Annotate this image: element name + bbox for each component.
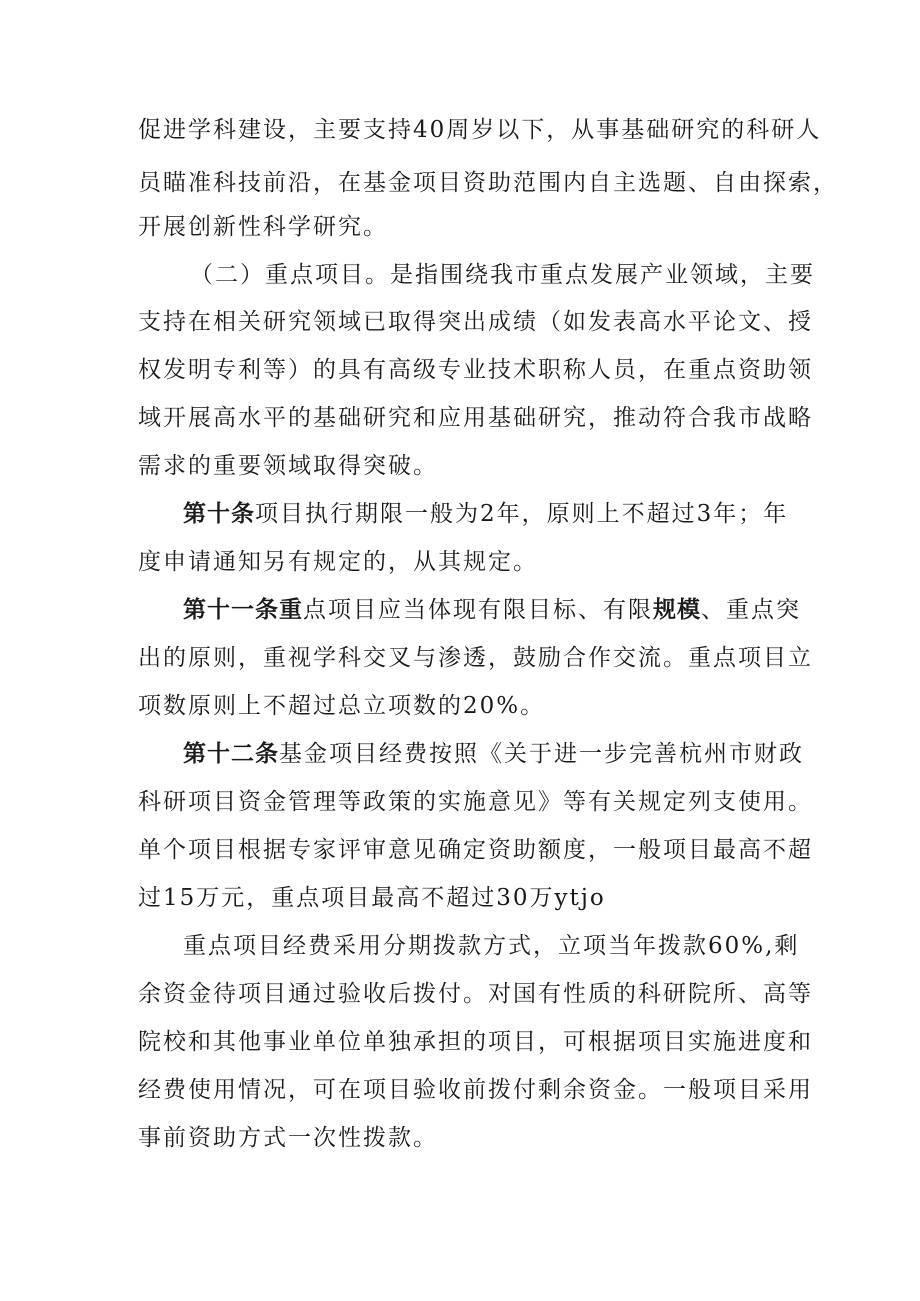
text-line: 项数原则上不超过总立项数的20%。 (138, 693, 546, 719)
text-line: 域开展高水平的基础研究和应用基础研究，推动符合我市战略 (138, 405, 813, 431)
article-heading: 第十条 (183, 501, 255, 527)
text-line: 出的原则，重视学科交叉与渗透，鼓励合作交流。重点项目立 (138, 645, 813, 671)
text-line: 事前资助方式一次性拨款。 (138, 1125, 438, 1151)
article-heading: 第十二条 (183, 741, 279, 767)
text-span: 点项目应当体现有限目标、有限 (303, 597, 653, 623)
text-line: 权发明专利等）的具有高级专业技术职称人员，在重点资助领 (138, 357, 813, 383)
text-line: 需求的重要领域取得突破。 (138, 453, 438, 479)
bold-span: 规模 (653, 597, 701, 623)
article-heading: 第十一条重 (183, 597, 303, 623)
text-line: 度申请通知另有规定的，从其规定。 (138, 549, 538, 575)
article-line (183, 739, 804, 769)
article-line (183, 595, 801, 625)
text-line: 科研项目资金管理等政策的实施意见》等有关规定列支使用。 (138, 789, 813, 815)
text-line: 余资金待项目通过验收后拨付。对国有性质的科研院所、高等 (138, 981, 813, 1007)
text-line: （二）重点项目。是指围绕我市重点发展产业领域，主要 (190, 262, 815, 288)
text-span: 、重点突 (701, 597, 801, 623)
text-line: 重点项目经费采用分期拨款方式，立项当年拨款60%,剩 (183, 933, 800, 959)
text-line: 过15万元，重点项目最高不超过30万ytjo (138, 885, 606, 911)
text-line: 支持在相关研究领域已取得突出成绩（如发表高水平论文、授 (138, 309, 813, 335)
text-line: 促进学科建设，主要支持40周岁以下，从事基础研究的科研人 (138, 117, 822, 143)
text-line: 员瞄准科技前沿，在基金项目资助范围内自主选题、自由探索， (138, 170, 838, 196)
text-span: 项目执行期限一般为2年，原则上不超过3年；年 (255, 501, 789, 527)
article-line (183, 499, 788, 529)
text-line: 院校和其他事业单位单独承担的项目，可根据项目实施进度和 (138, 1029, 813, 1055)
text-span: 基金项目经费按照《关于进一步完善杭州市财政 (279, 741, 804, 767)
text-line: 单个项目根据专家评审意见确定资助额度，一般项目最高不超 (138, 837, 813, 863)
text-line: 经费使用情况，可在项目验收前拨付剩余资金。一般项目采用 (138, 1077, 813, 1103)
text-line: 开展创新性科学研究。 (138, 214, 388, 240)
